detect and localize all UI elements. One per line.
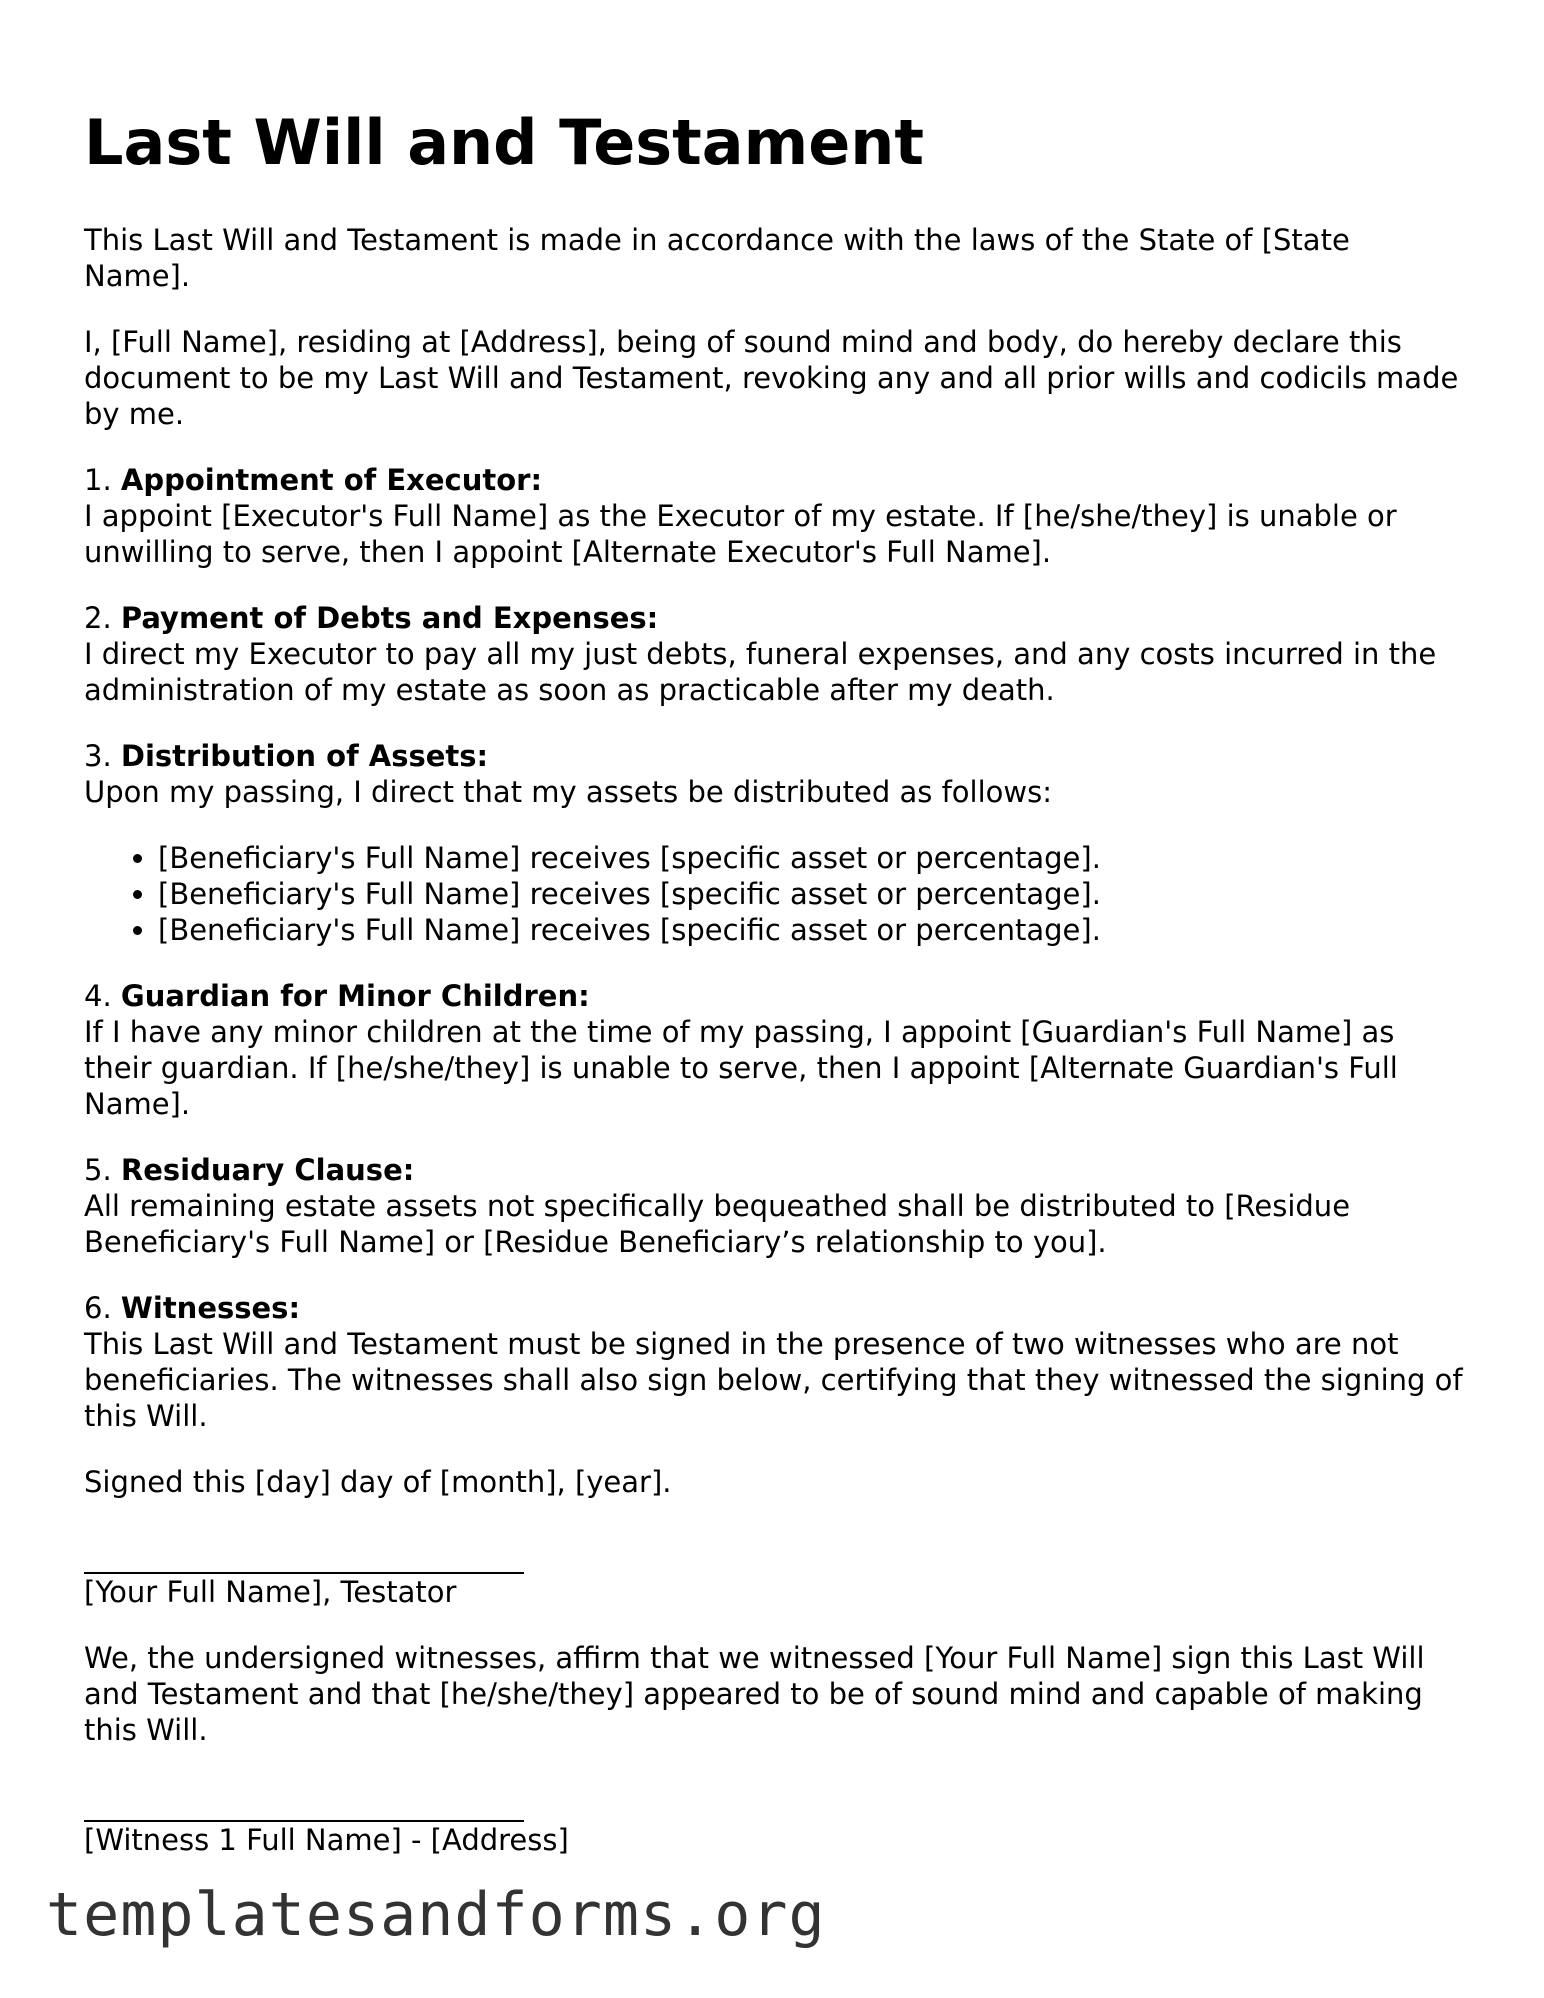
section-number: 4. xyxy=(84,979,112,1013)
list-item: • [Beneficiary's Full Name] receives [specific asset or percentage]. xyxy=(158,840,1464,876)
document-page xyxy=(84,100,1464,1888)
section-number: 3. xyxy=(84,739,112,773)
declaration-paragraph: I, [Full Name], residing at [Address], being of sound mind and body, do hereby declare this document to be my Last Will and Testament, revoking any and all prior wills and codicils made by me. xyxy=(84,325,1459,431)
beneficiary-list xyxy=(84,840,1464,948)
testator-label: [Your Full Name], Testator xyxy=(84,1575,457,1609)
list-item: • [Beneficiary's Full Name] receives [specific asset or percentage]. xyxy=(158,912,1464,948)
section-text: This Last Will and Testament must be signed in the presence of two witnesses who are not beneficiaries. The witnesses shall also sign below, certifying that they witnessed the signing of this Will. xyxy=(84,1327,1463,1433)
section-text: I direct my Executor to pay all my just debts, funeral expenses, and any costs incurred in the administration of my estate as soon as practicable after my death. xyxy=(84,637,1437,707)
section-title: Payment of Debts and Expenses: xyxy=(120,601,659,635)
intro-paragraph: This Last Will and Testament is made in accordance with the laws of the State of [State Name]. xyxy=(84,223,1350,293)
section-title: Residuary Clause: xyxy=(120,1153,415,1187)
section-executor xyxy=(84,462,1464,570)
section-distribution xyxy=(84,738,1464,810)
document-title: Last Will and Testament xyxy=(84,106,925,179)
section-number: 2. xyxy=(84,601,112,635)
signed-date-line: Signed this [day] day of [month], [year]. xyxy=(84,1465,672,1499)
section-title: Witnesses: xyxy=(120,1291,301,1325)
section-witnesses xyxy=(84,1290,1464,1434)
section-residuary xyxy=(84,1152,1464,1260)
testator-signature-line[interactable] xyxy=(84,1536,524,1574)
section-number: 5. xyxy=(84,1153,112,1187)
section-text: If I have any minor children at the time of my passing, I appoint [Guardian's Full Name] as their guardian. If [he/she/they] is unable to serve, then I appoint [Alternate Guardian's Full Name]. xyxy=(84,1015,1398,1121)
section-title: Guardian for Minor Children: xyxy=(120,979,590,1013)
section-text: Upon my passing, I direct that my assets be distributed as follows: xyxy=(84,775,1052,809)
section-text: I appoint [Executor's Full Name] as the Executor of my estate. If [he/she/they] is unable or unwilling to serve, then I appoint [Alternate Executor's Full Name]. xyxy=(84,499,1397,569)
watermark-text: templatesandforms.org xyxy=(46,1880,826,1950)
section-guardian xyxy=(84,978,1464,1122)
witness1-signature-line[interactable] xyxy=(84,1784,524,1822)
list-item: • [Beneficiary's Full Name] receives [specific asset or percentage]. xyxy=(158,876,1464,912)
section-text: All remaining estate assets not specifically bequeathed shall be distributed to [Residue Beneficiary's Full Name] or [Residue Beneficiary’s relationship to you]. xyxy=(84,1189,1351,1259)
section-number: 6. xyxy=(84,1291,112,1325)
witness1-label: [Witness 1 Full Name] - [Address] xyxy=(84,1823,569,1857)
section-number: 1. xyxy=(84,463,112,497)
section-debts xyxy=(84,600,1464,708)
section-title: Appointment of Executor: xyxy=(120,463,543,497)
witness-affirmation: We, the undersigned witnesses, affirm that we witnessed [Your Full Name] sign this Last Will and Testament and that [he/she/they] appeared to be of sound mind and capable of making this Will. xyxy=(84,1641,1425,1747)
section-title: Distribution of Assets: xyxy=(120,739,489,773)
